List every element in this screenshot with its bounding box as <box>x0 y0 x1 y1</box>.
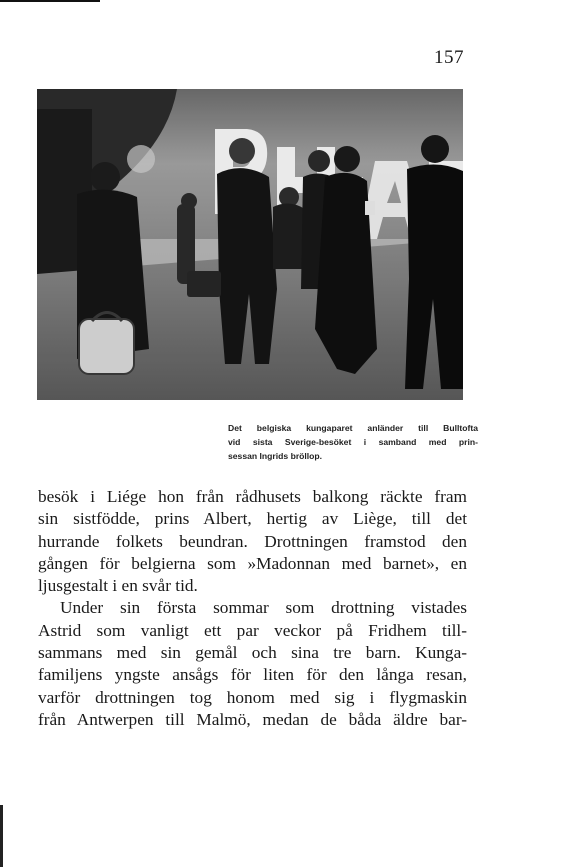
text-line: från Antwerpen till Malmö, medan de båda äldre bar- <box>38 709 467 729</box>
text-line: gången för belgierna som »Madonnan med barnet», en <box>38 553 467 573</box>
scan-edge-left <box>0 805 3 867</box>
text-line: ljusgestalt i en svår tid. <box>38 576 198 596</box>
text-line: familjens yngste ansågs för liten för den långa resan, <box>38 665 467 685</box>
text-line: sin sistfödde, prins Albert, hertig av Liège, till det <box>38 509 467 529</box>
photograph <box>37 89 463 400</box>
scan-edge-top <box>0 0 100 2</box>
caption-line: vid sista Sverige-besöket i samband med prin- <box>228 437 478 447</box>
text-line: hurrande folkets beundran. Drottningen framstod den <box>38 531 467 551</box>
text-line: besök i Liége hon från rådhusets balkong räckte fram <box>38 487 467 506</box>
text-line: Astrid som vanligt ett par veckor på Fridhem till- <box>38 620 467 640</box>
page-number: 157 <box>434 47 464 68</box>
paragraph-start-line: Under sin första sommar som drottning vistades <box>60 598 467 618</box>
caption-line: Det belgiska kungaparet anländer till Bulltofta <box>228 423 478 433</box>
body-text <box>38 486 467 731</box>
text-line: sammans med sin gemål och sina tre barn. Kunga- <box>38 643 467 663</box>
caption-line: sessan Ingrids bröllop. <box>228 451 323 461</box>
photo-caption <box>228 421 478 463</box>
text-line: varför drottningen tog honom med sig i flygmaskin <box>38 687 467 707</box>
